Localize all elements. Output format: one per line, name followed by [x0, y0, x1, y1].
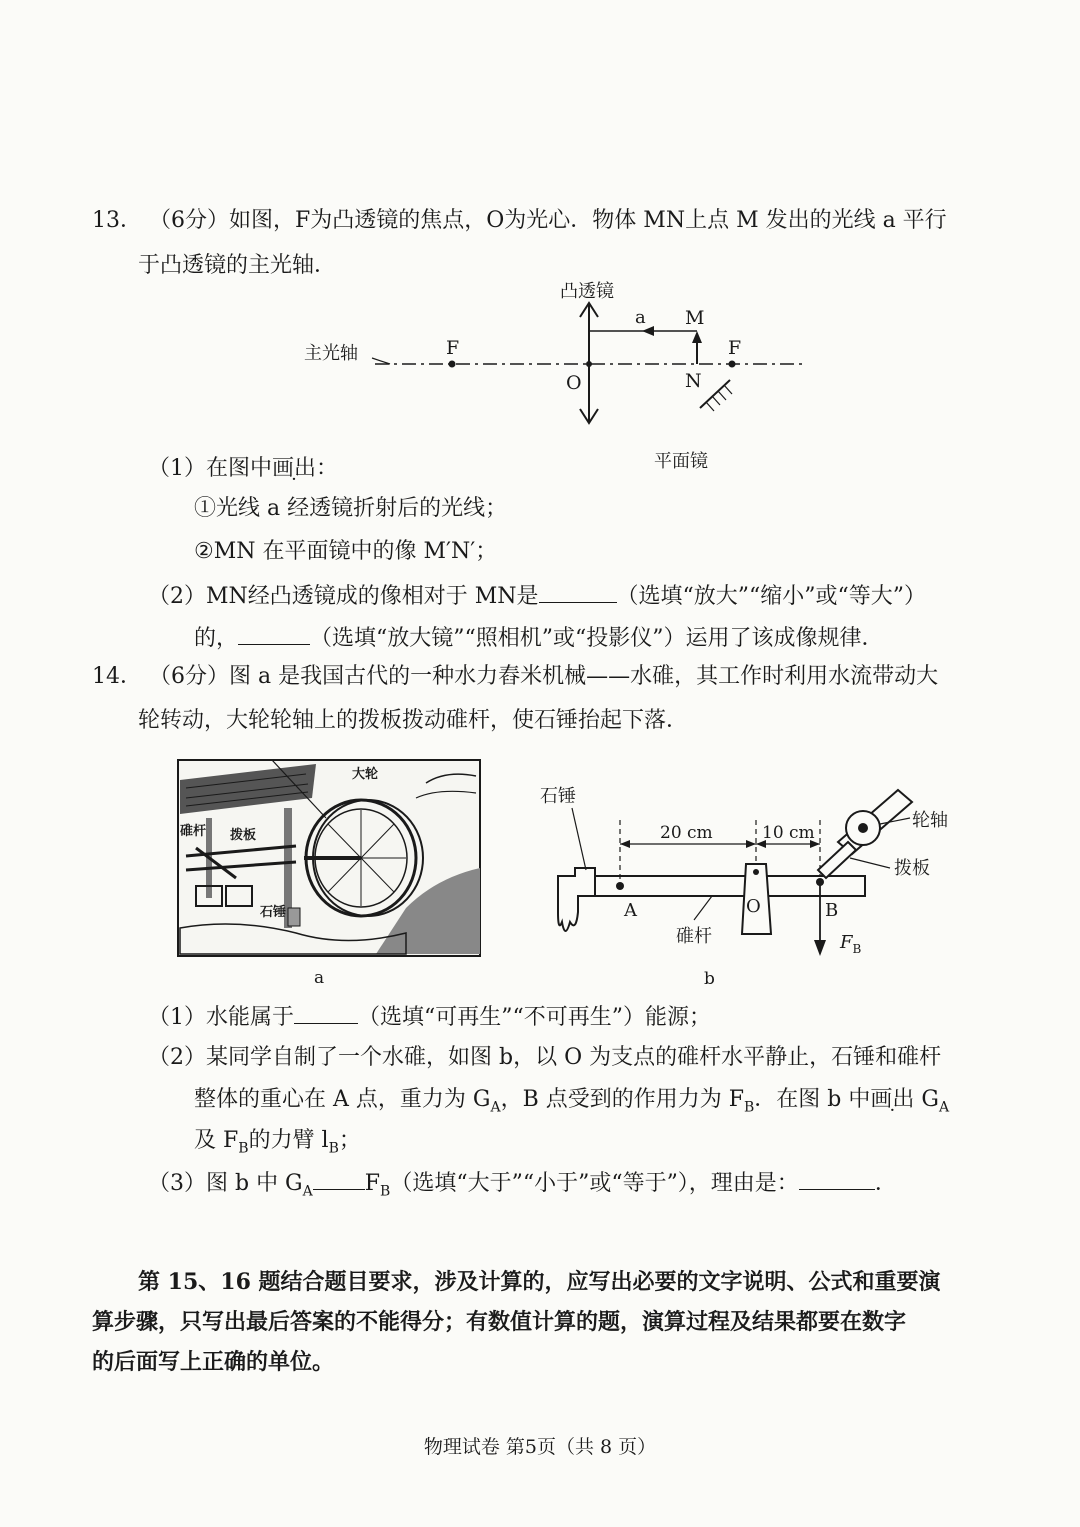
- optical-center-label: O: [566, 372, 582, 394]
- lever-bar: [595, 876, 865, 896]
- fig-b-plate-label: 拨板: [894, 858, 930, 879]
- page-footer: 物理试卷 第5页（共 8 页）: [423, 1436, 657, 1458]
- fig-a-caption: a: [314, 968, 325, 988]
- q14-part1: [148, 1001, 711, 1033]
- note-line-2: 算步骤，只写出最后答案的不能得分；有数值计算的题，演算过程及结果都要在数字: [92, 1309, 907, 1335]
- q14-part2-line2: [194, 1085, 949, 1122]
- q14-figure-b: [530, 772, 980, 990]
- focus-left-point: [449, 361, 456, 368]
- q14-part2-sub-d: B: [238, 1140, 249, 1157]
- focus-right-point: [729, 361, 736, 368]
- q13-answer-blank-2[interactable]: [238, 622, 310, 645]
- point-n-label: N: [685, 370, 702, 392]
- fulcrum-o-label: O: [746, 896, 761, 917]
- focus-right-label: F: [728, 337, 742, 359]
- q14-number: 14．: [92, 664, 142, 689]
- q14-part2-text-c: ．在图 b 中: [754, 1087, 871, 1112]
- q14-part2-text-d: G: [914, 1087, 939, 1112]
- q13-part1-item1: ①光线 a 经透镜折射后的光线；: [194, 496, 508, 521]
- q14-part2-sub-e: B: [328, 1140, 339, 1157]
- q14-part2-sub-c: A: [938, 1099, 950, 1116]
- point-b-label: B: [825, 900, 839, 921]
- q14-answer-blank-1[interactable]: [294, 1001, 358, 1024]
- q14-part3-text-b: F: [364, 1171, 381, 1196]
- q13-part2-text-a: （2）MN经凸透镜成的像相对于 MN是: [148, 584, 539, 609]
- q14-part2-line1: （2）某同学自制了一个水碓，如图 b，以 O 为支点的碓杆水平静止，石锤和碓杆: [148, 1045, 942, 1070]
- q13-part2-text-c: 的，: [194, 626, 239, 651]
- q14-part2-text-f: 的力臂 l: [248, 1128, 329, 1153]
- plane-mirror: [700, 380, 732, 411]
- q13-score: （6分）: [149, 208, 229, 233]
- ray-a-label: a: [635, 307, 646, 328]
- q13-part1-prefix: （1）在图中: [148, 456, 272, 481]
- q14-part3-text-d: ．: [874, 1171, 897, 1196]
- fig-b-caption: b: [704, 969, 715, 989]
- fig-b-axle-label: 轮轴: [912, 810, 948, 831]
- q14-part2-sub-a: A: [490, 1099, 501, 1116]
- q13-part1: [148, 454, 338, 484]
- q13-answer-blank-1[interactable]: [539, 580, 617, 603]
- lifting-plate: [818, 842, 856, 878]
- q13-stem-line2: 于凸透镜的主光轴．: [138, 253, 337, 278]
- q14-part3-text-c: （选填“大于”“小于”或“等于”），理由是：: [390, 1171, 799, 1196]
- q14-part2-text-b: ，B 点受到的作用力为 F: [500, 1087, 744, 1112]
- q13-lens-diagram: [290, 275, 820, 480]
- mirror-label: 平面镜: [654, 451, 708, 472]
- fig-a-plate-label: 拨板: [230, 828, 257, 843]
- q14-answer-blank-3[interactable]: [799, 1167, 875, 1190]
- force-fb-label: $F_B$: [840, 932, 862, 956]
- fig-b-hammer-label: 石锤: [540, 786, 576, 807]
- q13-part2-line1: [148, 580, 926, 612]
- q14-part1-text-b: （选填“可再生”“不可再生”）能源；: [358, 1005, 711, 1030]
- axis-label: 主光轴: [304, 343, 358, 364]
- dist-left-label: 20 cm: [660, 823, 713, 843]
- q14-figure-a: [176, 758, 484, 988]
- q13-part1-emphasis: 画出: [272, 456, 317, 481]
- focus-left-label: F: [446, 337, 460, 359]
- q14-score: （6分）: [149, 664, 229, 689]
- q13-stem-line1: [92, 206, 947, 236]
- lens-label: 凸透镜: [560, 281, 614, 302]
- q14-stem-text: 图 a 是我国古代的一种水力舂米机械——水碓，其工作时利用水流带动大: [229, 664, 939, 689]
- q13-part1-suffix: ：: [316, 456, 339, 481]
- q13-part2-line2: [194, 622, 884, 654]
- q14-part1-text-a: （1）水能属于: [148, 1005, 294, 1030]
- q14-stem-line1: [92, 662, 938, 692]
- dist-right-label: 10 cm: [762, 823, 815, 843]
- q13-number: 13．: [92, 208, 142, 233]
- instructions-note: [92, 1262, 992, 1382]
- q13-part2-text-b: （选填“放大”“缩小”或“等大”）: [616, 584, 927, 609]
- point-a-label: A: [624, 900, 637, 921]
- q14-part2-text-a: 整体的重心在 A 点，重力为 G: [194, 1087, 491, 1112]
- q13-part1-item2: ②MN 在平面镜中的像 M′N′；: [194, 539, 498, 564]
- fig-a-lever-label: 碓杆: [180, 824, 207, 839]
- fig-b-lever-label: 碓杆: [676, 926, 712, 947]
- q14-part2-sub-b: B: [744, 1099, 755, 1116]
- note-line-1: 第 15、16 题结合题目要求，涉及计算的，应写出必要的文字说明、公式和重要演: [138, 1269, 941, 1295]
- fig-a-wheel-label: 大轮: [352, 767, 379, 782]
- q14-stem-line2: 轮转动，大轮轮轴上的拨板拨动碓杆，使石锤抬起下落．: [138, 708, 689, 733]
- q13-stem-text: 如图，F为凸透镜的焦点，O为光心．物体 MN上点 M 发出的光线 a 平行: [229, 208, 947, 233]
- q14-part2-line3: [194, 1126, 361, 1163]
- q14-part3-sub-b: B: [380, 1183, 391, 1200]
- q14-answer-blank-2[interactable]: [313, 1167, 365, 1190]
- q14-part2-text-e: 及 F: [194, 1128, 239, 1153]
- q14-part3: [148, 1167, 897, 1206]
- point-a-dot: [616, 882, 624, 890]
- stone-hammer: [558, 868, 595, 931]
- note-line-3: 的后面写上正确的单位。: [92, 1349, 335, 1375]
- q13-part2-text-d: （选填“放大镜”“照相机”或“投影仪”）运用了该成像规律．: [310, 626, 884, 651]
- fig-a-hammer-label: 石锤: [260, 905, 287, 920]
- q14-part2-text-g: ；: [338, 1128, 361, 1153]
- q14-part2-emphasis: 画出: [870, 1087, 915, 1112]
- point-m-label: M: [685, 307, 705, 329]
- q14-part3-text-a: （3）图 b 中 G: [148, 1171, 303, 1196]
- q14-part3-sub-a: A: [302, 1183, 313, 1200]
